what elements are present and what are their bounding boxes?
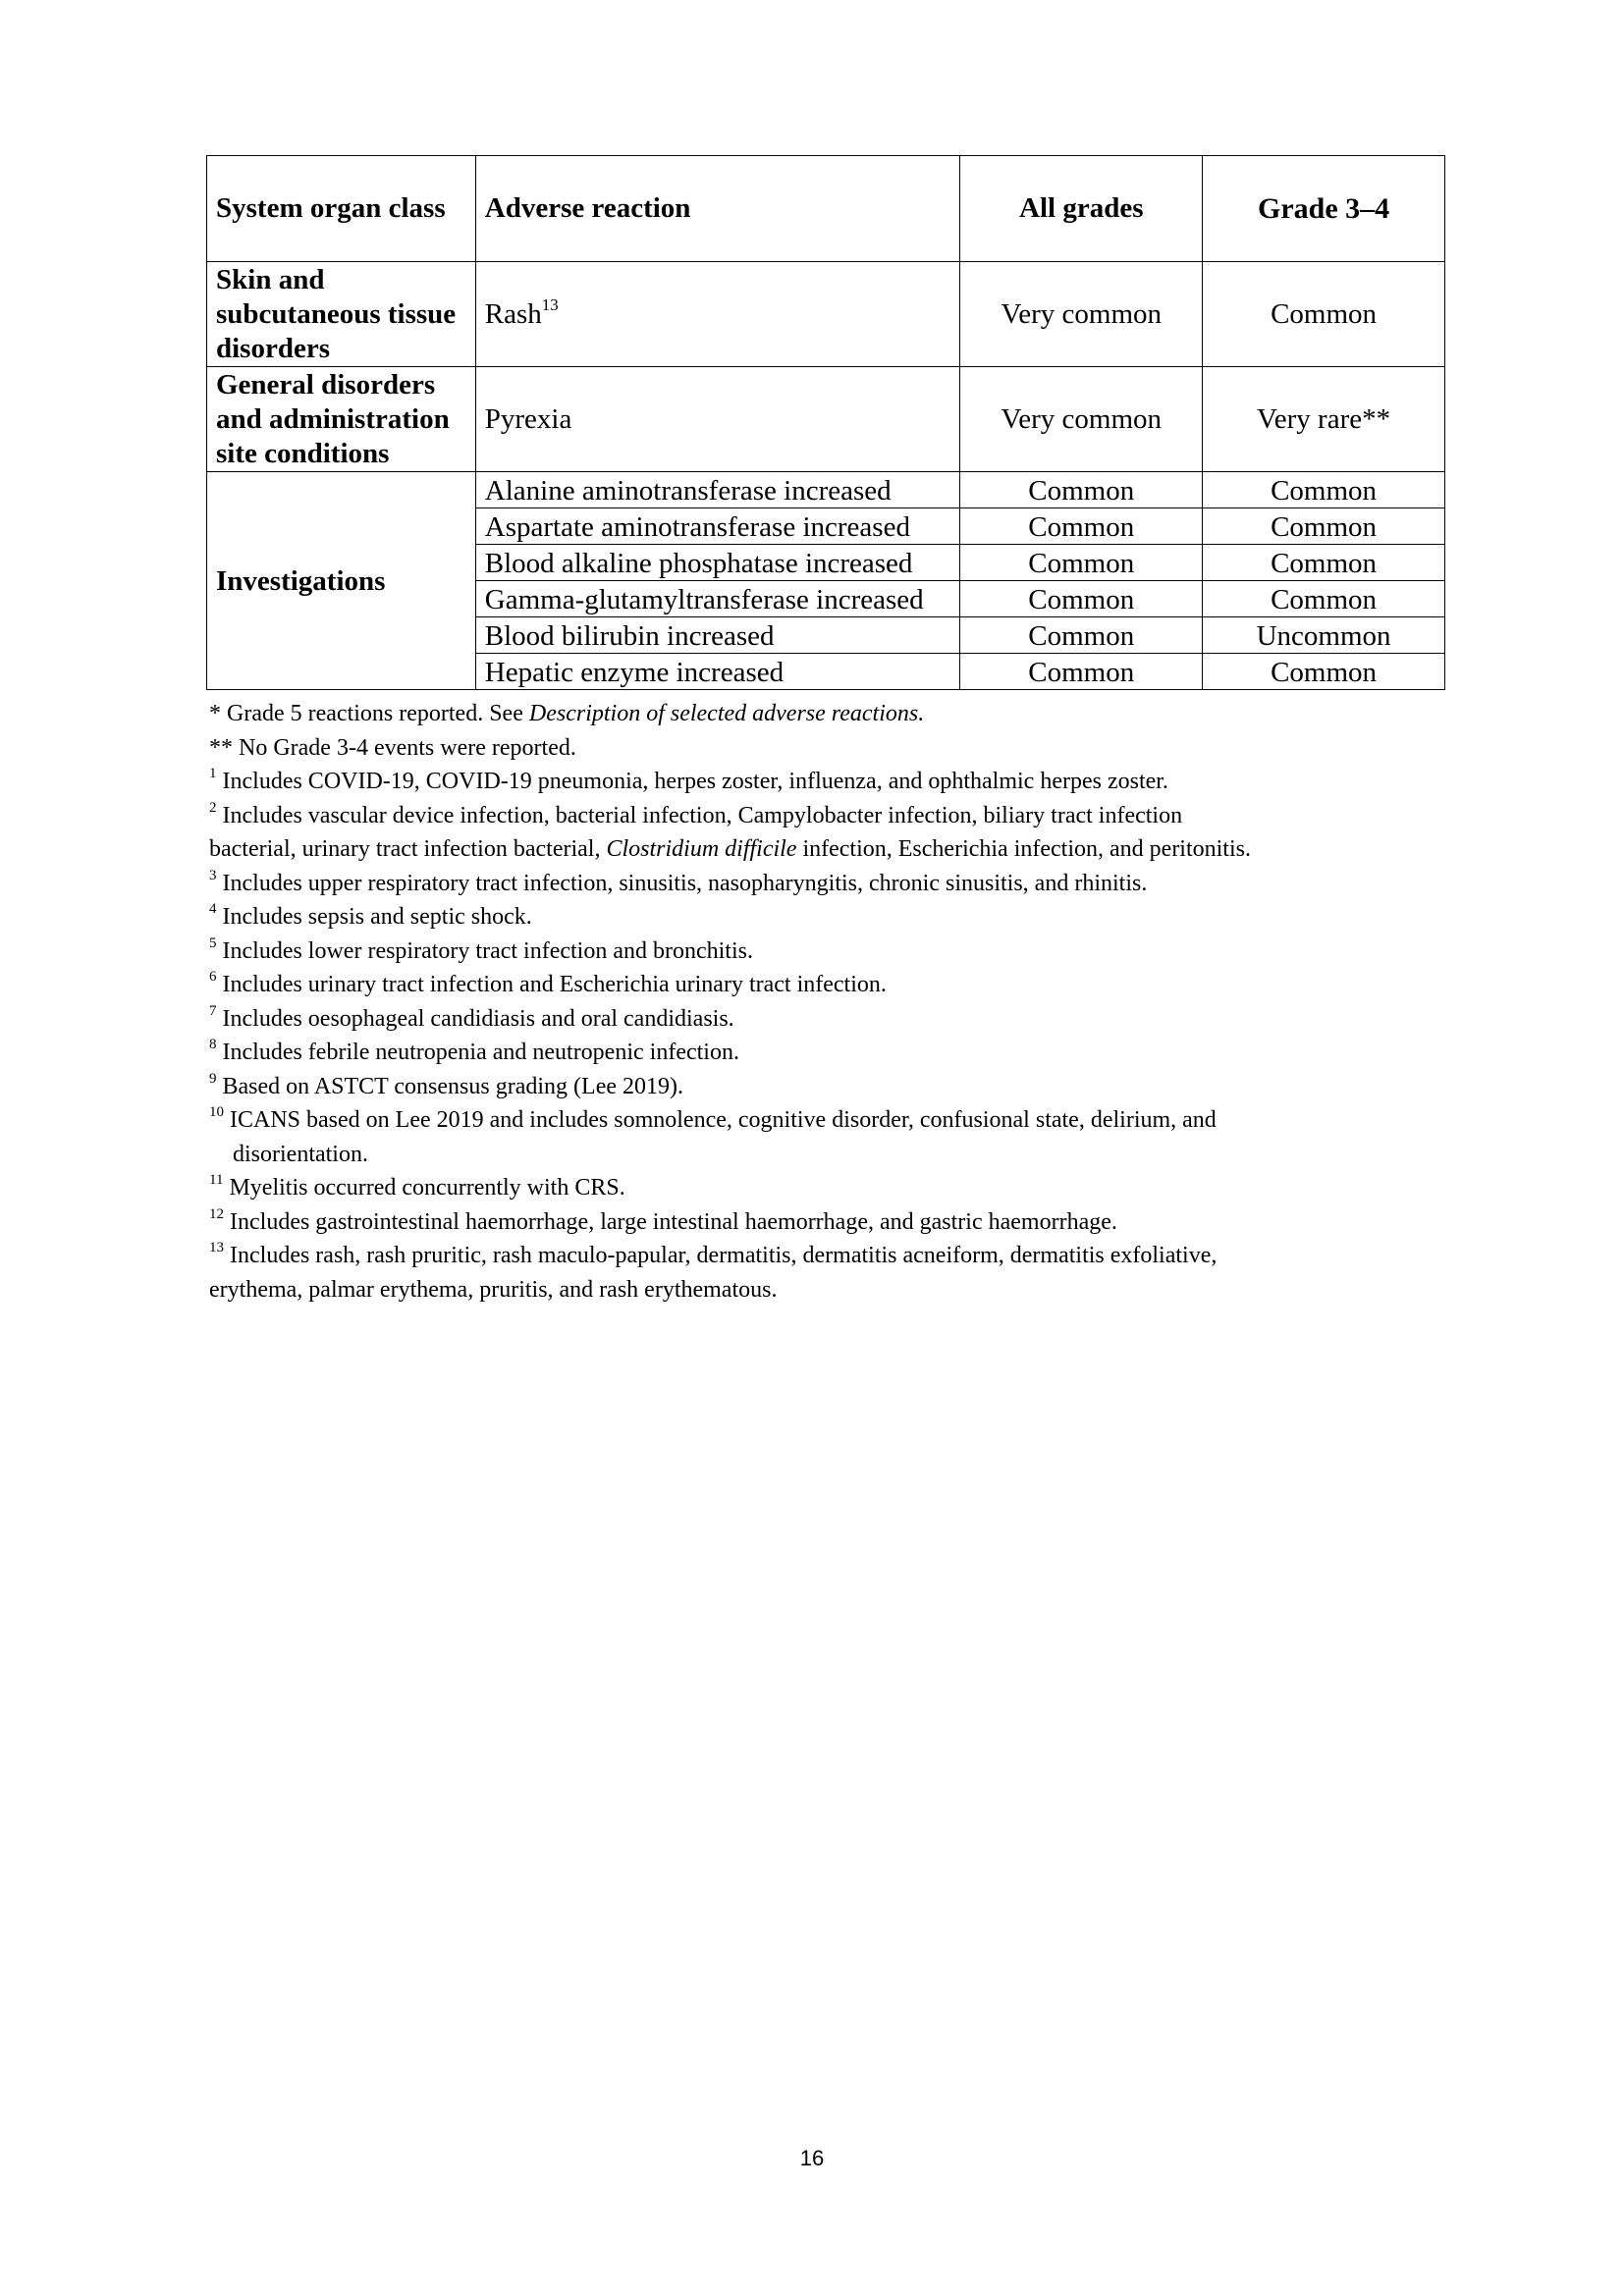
grade-3-4-cell: Common [1203,472,1445,508]
footnote-number: 1 [209,766,217,781]
header-adverse-reaction: Adverse reaction [475,156,960,262]
footnote-number: 2 [209,799,217,816]
footnote-number: 6 [209,969,217,985]
footnote-number: 9 [209,1070,217,1087]
footnote [209,900,1446,934]
footnote-text: disorientation. [233,1141,368,1167]
grade-3-4-cell: Common [1203,262,1445,367]
footnote [209,1171,1446,1205]
grade-3-4-cell: Uncommon [1203,617,1445,654]
reaction-cell: Aspartate aminotransferase increased [475,508,960,545]
reaction-cell [475,262,960,367]
footnote-italic-text: Description of selected adverse reactions [528,701,919,726]
all-grades-cell: Very common [960,367,1203,472]
table-row [207,472,1445,508]
reaction-cell: Hepatic enzyme increased [475,654,960,690]
footnote-text: Includes sepsis and septic shock. [216,904,532,930]
footnote [209,1036,1446,1070]
header-grade-3-4: Grade 3–4 [1203,156,1445,262]
footnotes [209,697,1446,1307]
footnote [209,867,1446,901]
footnote-number: 11 [209,1172,224,1188]
header-all-grades: All grades [960,156,1203,262]
footnote [209,1070,1446,1104]
footnote-text: Includes urinary tract infection and Escherichia urinary tract infection. [216,972,887,997]
reaction-cell: Blood alkaline phosphatase increased [475,545,960,581]
grade-3-4-cell: Common [1203,654,1445,690]
all-grades-cell: Common [960,472,1203,508]
footnote-text: Includes gastrointestinal haemorrhage, large intestinal haemorrhage, and gastric haemorrhage. [224,1208,1117,1235]
footnote [209,934,1446,969]
table-row [207,262,1445,367]
footnote-text: infection, Escherichia infection, and peritonitis. [796,836,1251,862]
footnote-number: 12 [209,1205,224,1222]
footnote-text: Includes lower respiratory tract infection and bronchitis. [216,937,753,964]
footnote-text: * Grade 5 reactions reported. See [209,701,529,726]
footnote-text: Includes vascular device infection, bacterial infection, Campylobacter infection, biliary tract infection [216,802,1183,828]
all-grades-cell: Common [960,581,1203,617]
grade-3-4-cell: Common [1203,508,1445,545]
footnote [209,1002,1446,1037]
footnote-number: 3 [209,867,217,883]
page-number: 16 [799,2146,825,2170]
footnote [209,1103,1446,1171]
table-header-row [207,156,1445,262]
footnote-text: Includes oesophageal candidiasis and oral candidiasis. [216,1005,734,1032]
footnote-ref: 13 [541,294,559,314]
soc-cell: General disorders and administration site conditions [207,367,476,472]
adverse-reactions-table [206,155,1445,690]
all-grades-cell: Common [960,617,1203,654]
footnote [209,765,1446,799]
footnote-text: Includes febrile neutropenia and neutropenic infection. [216,1040,739,1065]
header-system-organ-class: System organ class [207,156,476,262]
all-grades-cell: Common [960,508,1203,545]
grade-3-4-cell: Very rare** [1203,367,1445,472]
footnote-number: 13 [209,1240,224,1255]
all-grades-cell: Very common [960,262,1203,367]
footnote-number: 8 [209,1037,217,1052]
footnote-italic-text: Clostridium difficile [606,836,797,862]
footnote [209,1205,1446,1240]
table-row [207,367,1445,472]
footnote [209,799,1446,867]
soc-cell: Investigations [207,472,476,690]
footnote-text: Based on ASTCT consensus grading (Lee 2019). [216,1073,683,1099]
footnote-text: bacterial, urinary tract infection bacterial, [209,836,607,862]
footnote [209,1239,1446,1307]
footnote-text: Myelitis occurred concurrently with CRS. [223,1175,625,1201]
footnote: ** No Grade 3-4 events were reported. [209,734,576,761]
footnote-text: Includes upper respiratory tract infection, sinusitis, nasopharyngitis, chronic sinusitis, and rhinitis. [216,870,1148,896]
footnote-text: erythema, palmar erythema, pruritis, and rash erythematous. [209,1276,778,1303]
footnote-text: Includes COVID-19, COVID-19 pneumonia, herpes zoster, influenza, and ophthalmic herpes zoster. [216,769,1168,794]
all-grades-cell: Common [960,654,1203,690]
grade-3-4-cell: Common [1203,545,1445,581]
footnote-number: 4 [209,901,217,917]
footnote [209,697,1446,731]
footnote-number: 7 [209,1002,217,1019]
reaction-cell: Blood bilirubin increased [475,617,960,654]
grade-3-4-cell: Common [1203,581,1445,617]
footnote [209,968,1446,1002]
all-grades-cell: Common [960,545,1203,581]
reaction-text: Rash [484,297,542,330]
footnote-number: 10 [209,1104,224,1120]
footnote-text: Includes rash, rash pruritic, rash maculo-papular, dermatitis, dermatitis acneiform, dermatitis exfoliative, [224,1243,1218,1268]
footnote-number: 5 [209,934,217,951]
reaction-cell: Pyrexia [475,367,960,472]
soc-cell: Skin and subcutaneous tissue disorders [207,262,476,367]
footnote-text: ICANS based on Lee 2019 and includes somnolence, cognitive disorder, confusional state, delirium, and [224,1107,1217,1133]
reaction-cell: Gamma-glutamyltransferase increased [475,581,960,617]
reaction-cell: Alanine aminotransferase increased [475,472,960,508]
footnote-text: . [918,701,925,726]
